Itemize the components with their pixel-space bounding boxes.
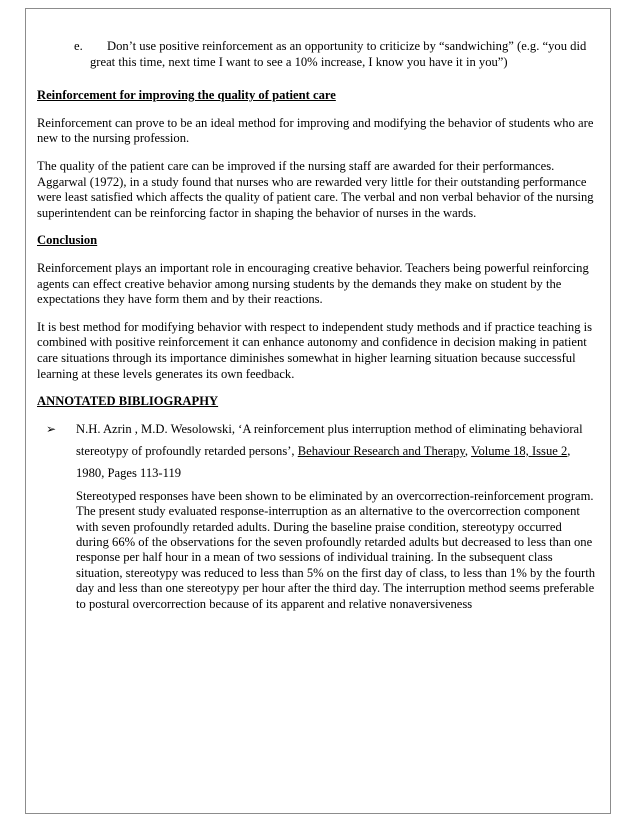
- section-heading-quality: Reinforcement for improving the quality of patient care: [37, 88, 336, 103]
- list-item-text: Don’t use positive reinforcement as an opportunity to criticize by “sandwiching” (e.g. “you did great this time, next time I want to see a 10% increase, I know you have it in you”): [90, 39, 587, 69]
- section-heading-bibliography: ANNOTATED BIBLIOGRAPHY: [37, 394, 219, 409]
- bibliography-entry: [37, 418, 597, 484]
- citation-pages: , 1980, Pages 113-119: [76, 443, 571, 480]
- journal-link[interactable]: Behaviour Research and Therapy: [297, 443, 465, 458]
- paragraph: Reinforcement plays an important role in encouraging creative behavior. Teachers being powerful reinforcing agents can effect creative behavior among nursing students by the demands they make on student by the expectations they have form them and by their reactions.: [37, 260, 589, 307]
- volume-link[interactable]: Volume 18, Issue 2: [470, 443, 568, 458]
- paragraph: The quality of the patient care can be improved if the nursing staff are awarded for their performances. Aggarwal (1972), in a study found that nurses who are rewarded very little for their outstanding performance were least satisfied which affects the quality of patient care. The verbal and non verbal behavior of the nursing superintendent can be reinforcing factor in shaping the behavior of nurses in the wards.: [37, 158, 594, 220]
- arrowhead-bullet-icon: ➢: [46, 421, 57, 436]
- paragraph: Reinforcement can prove to be an ideal method for improving and modifying the behavior of students who are new to the nursing profession.: [37, 115, 594, 146]
- document-page: [25, 8, 611, 814]
- section-heading-conclusion: Conclusion: [37, 233, 98, 248]
- paragraph: It is best method for modifying behavior with respect to independent study methods and if practice teaching is combined with positive reinforcement it can enhance autonomy and confidence in decision making in patient care situations through its importance diminishes somewhat in higher learning situation because successful learning at these levels generates its own feedback.: [37, 319, 593, 381]
- abstract-paragraph: Stereotyped responses have been shown to be eliminated by an overcorrection-reinforcement program. The present study evaluated response-interruption as an alternative to the overcorrection component with seven profoundly retarded adults. During the baseline praise condition, stereotypy occurred during 66% of the observations for the seven profoundly retarded adults but decreased to less than one response per half hour in a mean of two sessions of individual training. In the subsequent class situation, stereotypy was reduced to less than 5% on the first day of class, to less than 1% by the fourth day and less than one stereotypy per hour after the third day. The interruption method seems preferable to postural overcorrection because of its apparent and relative nonaversiveness: [76, 488, 596, 611]
- list-item-e: [37, 39, 597, 70]
- citation-text: N.H. Azrin , M.D. Wesolowski, ‘A reinforcement plus interruption method of eliminating behavioral stereotypy of profoundly retarded persons’,: [76, 421, 583, 458]
- citation-separator: ,: [464, 443, 471, 458]
- list-marker: e.: [74, 39, 83, 53]
- page-content: [37, 39, 597, 612]
